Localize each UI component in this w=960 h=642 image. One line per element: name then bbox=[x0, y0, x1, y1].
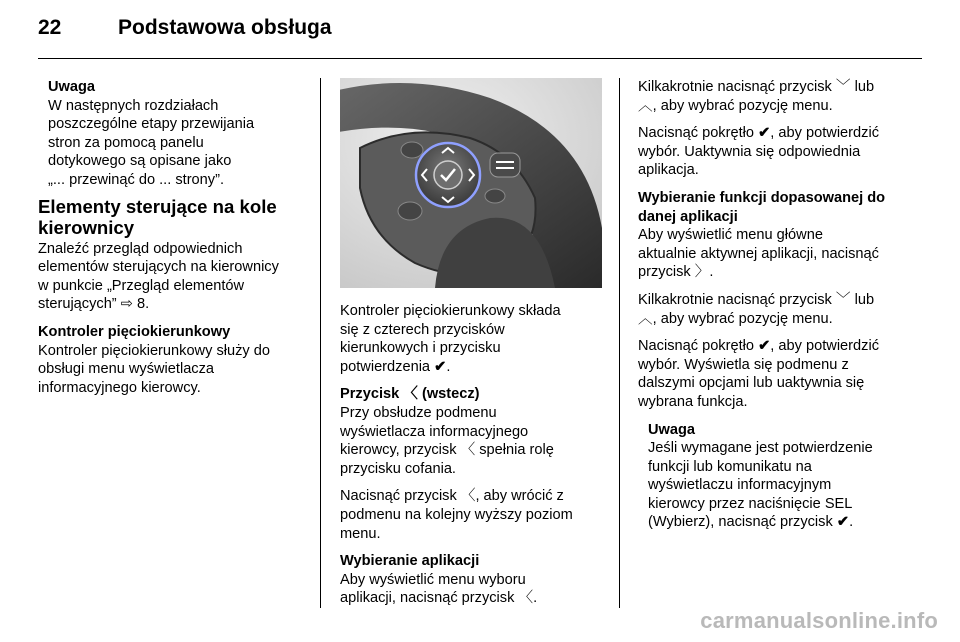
text-line: informacyjnego kierowcy. bbox=[38, 379, 201, 396]
paragraph bbox=[638, 124, 923, 180]
text-line: przycisk bbox=[638, 264, 691, 281]
text-line: aplikacja. bbox=[638, 162, 699, 179]
back-button-section bbox=[340, 385, 610, 478]
paragraph bbox=[638, 78, 923, 115]
text-line: Znaleźć przegląd odpowiednich bbox=[38, 240, 243, 257]
text-line: aktualnie aktywnej aplikacji, nacisnąć bbox=[638, 245, 879, 262]
note-line: wyświetlaczu informacyjnym bbox=[648, 477, 832, 494]
column-divider-right bbox=[619, 78, 620, 608]
text-line: , aby wybrać pozycję menu. bbox=[652, 97, 833, 114]
text-line: wyświetlacza informacyjnego bbox=[340, 423, 529, 440]
chevron-down-icon: ﹀ bbox=[835, 79, 851, 95]
text-line: przycisku cofania. bbox=[340, 460, 456, 477]
note-title: Uwaga bbox=[48, 79, 96, 95]
subheading: Wybieranie aplikacji bbox=[340, 553, 480, 570]
column-right bbox=[638, 78, 923, 532]
text-line: Kontroler pięciokierunkowy służy do bbox=[38, 342, 270, 359]
function-section bbox=[638, 189, 923, 282]
text-line: podmenu na kolejny wyższy poziom bbox=[340, 506, 573, 523]
text-line: , aby wrócić z bbox=[475, 488, 564, 505]
column-left bbox=[38, 78, 310, 397]
text-line: Kontroler pięciokierunkowy składa bbox=[340, 303, 561, 319]
text-line: dalszymi opcjami lub uaktywnia się bbox=[638, 375, 865, 392]
text-line: aplikacji, nacisnąć przycisk bbox=[340, 590, 515, 607]
note-box bbox=[38, 78, 310, 190]
period: . bbox=[533, 590, 538, 607]
section-heading-line: Elementy sterujące na kole bbox=[38, 195, 277, 217]
note-title: Uwaga bbox=[648, 421, 696, 438]
text-line: , aby wybrać pozycję menu. bbox=[652, 310, 833, 327]
text-line: kierowcy, przycisk bbox=[340, 442, 457, 459]
section-heading bbox=[38, 196, 310, 238]
text-line: wybrana funkcja. bbox=[638, 393, 748, 410]
note-box bbox=[638, 421, 923, 533]
text-line: lub bbox=[854, 291, 875, 308]
period: . bbox=[849, 514, 854, 531]
text-line: wybór. Uaktywnia się odpowiednia bbox=[638, 143, 861, 160]
paragraph bbox=[638, 291, 923, 328]
watermark: carmanualsonline.info bbox=[700, 608, 938, 633]
chevron-up-icon: ︿ bbox=[638, 310, 653, 327]
chevron-left-icon: 〈 bbox=[518, 590, 534, 607]
chevron-left-icon: 〈 bbox=[460, 488, 476, 505]
text-line: potwierdzenia bbox=[340, 358, 431, 375]
text-line: elementów sterujących na kierownicy bbox=[38, 259, 279, 276]
subheading: Przycisk bbox=[340, 386, 400, 403]
figure-caption bbox=[340, 302, 610, 376]
text-line: Aby wyświetlić menu główne bbox=[638, 227, 823, 244]
subheading: danej aplikacji bbox=[638, 208, 738, 225]
intro-paragraph bbox=[38, 240, 310, 314]
text-line: Nacisnąć przycisk bbox=[340, 488, 457, 505]
text-line: obsługi menu wyświetlacza bbox=[38, 361, 215, 378]
period: . bbox=[446, 358, 451, 375]
chevron-right-icon: 〉 bbox=[694, 264, 710, 281]
column-divider-left bbox=[320, 78, 321, 608]
note-line: „... przewinąć do ... strony”. bbox=[48, 171, 224, 188]
page-title: Podstawowa obsługa bbox=[118, 16, 332, 39]
text-line: się z czterech przycisków bbox=[340, 321, 505, 338]
text-line: Nacisnąć pokrętło bbox=[638, 125, 754, 142]
note-line: poszczególne etapy przewijania bbox=[48, 116, 255, 133]
text-line: w punkcie „Przegląd elementów bbox=[38, 277, 245, 294]
page-number: 22 bbox=[38, 16, 62, 39]
subheading: (wstecz) bbox=[421, 386, 480, 403]
section-heading-line: kierownicy bbox=[38, 216, 135, 238]
check-icon: ✔ bbox=[434, 358, 447, 375]
subheading: Kontroler pięciokierunkowy bbox=[38, 323, 231, 340]
text-line: , aby potwierdzić bbox=[770, 125, 879, 142]
subheading: Wybieranie funkcji dopasowanej do bbox=[638, 189, 886, 206]
text-line: menu. bbox=[340, 525, 381, 542]
chevron-up-icon: ︿ bbox=[638, 97, 653, 114]
text-line: Aby wyświetlić menu wyboru bbox=[340, 571, 526, 588]
text-line: , aby potwierdzić bbox=[770, 338, 879, 355]
check-icon: ✔ bbox=[758, 125, 771, 142]
chevron-left-icon: 〈 bbox=[460, 442, 476, 459]
check-icon: ✔ bbox=[758, 338, 771, 355]
text-line: Kilkakrotnie nacisnąć przycisk bbox=[638, 291, 832, 308]
steering-wheel-illustration bbox=[340, 78, 602, 288]
text-line: Przy obsłudze podmenu bbox=[340, 404, 497, 421]
paragraph bbox=[638, 337, 923, 411]
note-line: kierowcy przez naciśnięcie SEL bbox=[648, 495, 853, 512]
header-rule bbox=[38, 58, 922, 59]
text-line: spełnia rolę bbox=[479, 442, 554, 459]
check-icon: ✔ bbox=[836, 514, 850, 531]
text-line: Kilkakrotnie nacisnąć przycisk bbox=[638, 79, 832, 95]
page-ref-link[interactable]: 8. bbox=[137, 296, 150, 313]
text-line: wybór. Wyświetla się podmenu z bbox=[638, 356, 849, 373]
note-line: W następnych rozdziałach bbox=[48, 97, 219, 114]
period: . bbox=[709, 264, 714, 281]
text-line: Nacisnąć pokrętło bbox=[638, 338, 754, 355]
page-ref-arrow-icon: ⇨ bbox=[120, 296, 133, 313]
note-line: (Wybierz), nacisnąć przycisk bbox=[648, 514, 833, 531]
chevron-left-icon: 〈 bbox=[403, 386, 418, 403]
note-line: dotykowego są opisane jako bbox=[48, 153, 232, 170]
column-middle bbox=[340, 302, 610, 608]
text-line: sterujących” bbox=[38, 296, 117, 313]
text-line: lub bbox=[854, 79, 875, 95]
text-line: kierunkowych i przycisku bbox=[340, 340, 501, 357]
back-paragraph bbox=[340, 487, 610, 543]
chevron-down-icon: ﹀ bbox=[835, 291, 851, 308]
note-line: Jeśli wymagane jest potwierdzenie bbox=[648, 440, 873, 457]
note-line: stron za pomocą panelu bbox=[48, 134, 204, 151]
note-line: funkcji lub komunikatu na bbox=[648, 458, 812, 475]
